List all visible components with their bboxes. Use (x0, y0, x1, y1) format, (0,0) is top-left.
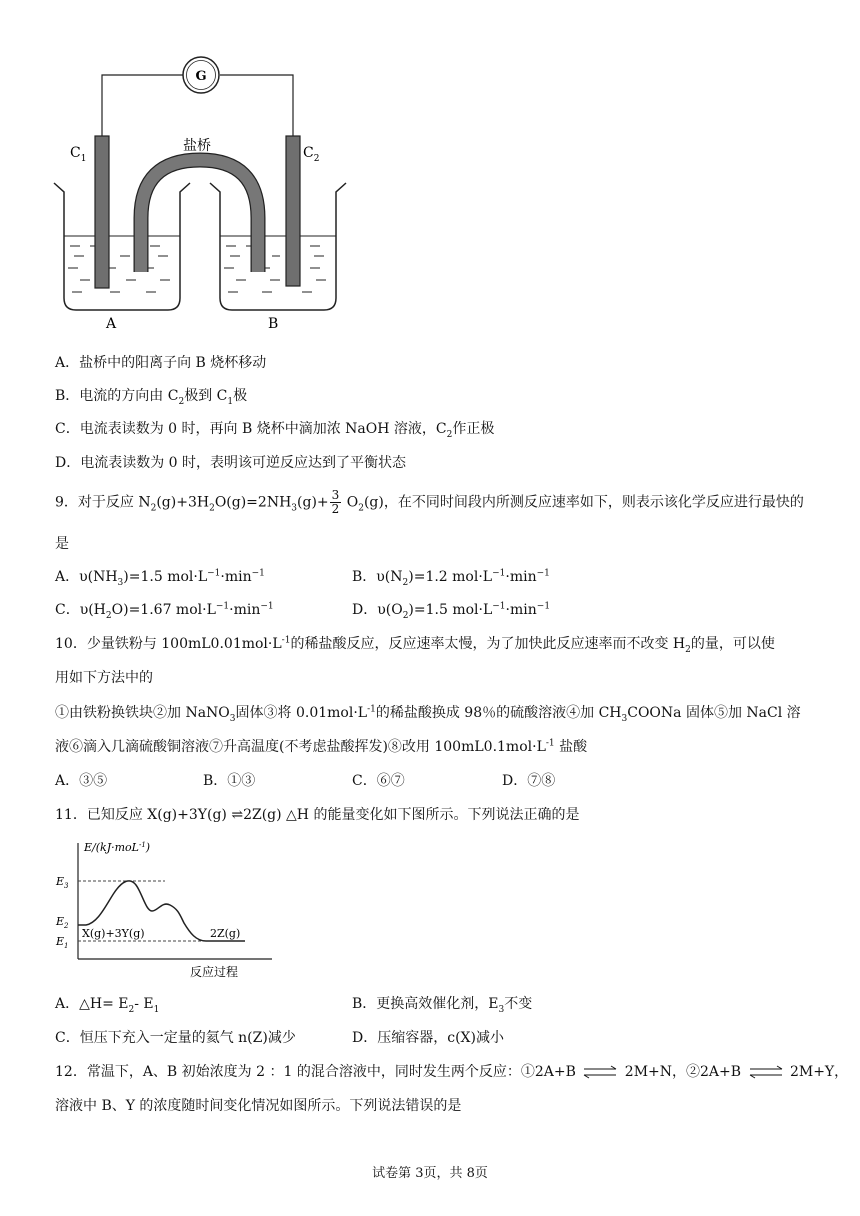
e2-label: $E_2$ (56, 915, 69, 930)
q12-stem-cont: 溶液中 B、Y 的浓度随时间变化情况如图所示。下列说法错误的是 (55, 1098, 462, 1114)
e3-label: $E_3$ (56, 875, 69, 890)
q9-option-d: D．$\upsilon(O_2)=1.5$ $mol\cdot L^{-1}\cdot\min^{-1}$ (352, 601, 551, 621)
q11-option-b: B．更换高效催化剂，$E_3$不变 (352, 996, 533, 1015)
q11-option-a: A．△H= $E_2-$ $E_1$ (55, 996, 160, 1015)
galvanic-cell-figure (40, 40, 360, 340)
q8-option-a: A．盐桥中的阳离子向 B 烧杯移动 (55, 355, 267, 371)
equilibrium-arrow-icon (746, 1065, 786, 1079)
q10-stem: 10．少量铁粉与 $100mL0.01mol\cdot L^{-1}$的稀盐酸反应，反应速率太慢，为了加快此反应速率而不改变 $H_2$的量，可以使 (55, 635, 775, 655)
energy-y-label: E/(kJ·moL$^{-1}$) (84, 841, 151, 854)
q9-stem-cont: 是 (55, 536, 69, 552)
q8-option-c: C．电流表读数为 0 时，再向 B 烧杯中滴加浓 NaOH 溶液，$C_2$作正极 (55, 421, 495, 440)
q11-option-c: C．恒压下充入一定量的氦气 n(Z)减少 (55, 1030, 296, 1046)
beaker-a-label: A (106, 316, 117, 332)
q9-option-b: B．$\upsilon(N_2)=1.2$ $mol\cdot L^{-1}\cdot\min^{-1}$ (352, 568, 550, 588)
equilibrium-arrow-icon (580, 1065, 620, 1079)
q12-stem: 12．常温下，A、B 初始浓度为 2 ：1 的混合溶液中，同时发生两个反应：①2A+B 2M+N，②2A+B 2M+Y， (55, 1064, 849, 1080)
q8-option-b: B．电流的方向由 $C_2$极到 $C_1$极 (55, 388, 248, 407)
electrode-c1 (95, 136, 109, 288)
q11-stem: 11．已知反应 X(g)+3Y(g) ⇌2Z(g) △H 的能量变化如下图所示。下列说法正确的是 (55, 807, 580, 823)
beaker-a (54, 183, 190, 310)
beaker-b (210, 183, 346, 310)
reactant-label: X(g)+3Y(g) (82, 927, 145, 940)
q10-list-line2: 液⑥滴入几滴硫酸铜溶液⑦升高温度(不考虑盐酸挥发)⑧改用 $100mL0.1mol\cdot L^{-1}$ 盐酸 (55, 738, 588, 755)
salt-bridge-label: 盐桥 (183, 138, 211, 154)
e1-label: $E_1$ (56, 935, 69, 950)
q9-stem: 9．对于反应 $N_2(g)+3H_2O(g)=2NH_3(g)+$ $\frac{3}{2}$ $O_2(g)$，在不同时间段内所测反应速率如下，则表示该化学反应进行最快的 (55, 488, 804, 516)
electrode-c2 (286, 136, 300, 286)
q10-stem-cont: 用如下方法中的 (55, 670, 153, 686)
beaker-b-label: B (268, 316, 279, 332)
fraction-three-halves: $\frac{3}{2}$ (331, 488, 340, 516)
q9-option-c: C．$\upsilon(H_2O)=1.67$ $mol\cdot L^{-1}\cdot\min^{-1}$ (55, 601, 274, 621)
q10-list-line1: ①由铁粉换铁块②加 NaNO$_3$固体③将 $0.01mol\cdot L^{-1}$的稀盐酸换成 98％的硫酸溶液④加 $CH_3COONa$ 固体⑤加 NaCl 溶 (55, 704, 801, 724)
page-footer: 试卷第 3页，共 8页 (372, 1166, 488, 1181)
q10-option-a: A．③⑤ (55, 773, 108, 789)
energy-x-label: 反应过程 (190, 965, 239, 979)
q9-option-a: A．$\upsilon(NH_3)=1.5$ $mol\cdot L^{-1}\cdot\min^{-1}$ (55, 568, 265, 588)
q11-option-d: D．压缩容器，c(X)减小 (352, 1030, 504, 1046)
galvanometer-label: G (195, 69, 207, 84)
q10-option-d: D．⑦⑧ (502, 773, 556, 789)
product-label: 2Z(g) (210, 927, 241, 940)
energy-diagram (50, 835, 280, 980)
q10-option-c: C．⑥⑦ (352, 773, 405, 789)
galvanometer (183, 57, 219, 93)
q8-option-d: D．电流表读数为 0 时，表明该可逆反应达到了平衡状态 (55, 455, 407, 471)
q10-option-b: B．①③ (203, 773, 256, 789)
electrode-c1-label: $C_1$ (70, 145, 87, 164)
electrode-c2-label: $C_2$ (303, 145, 320, 164)
